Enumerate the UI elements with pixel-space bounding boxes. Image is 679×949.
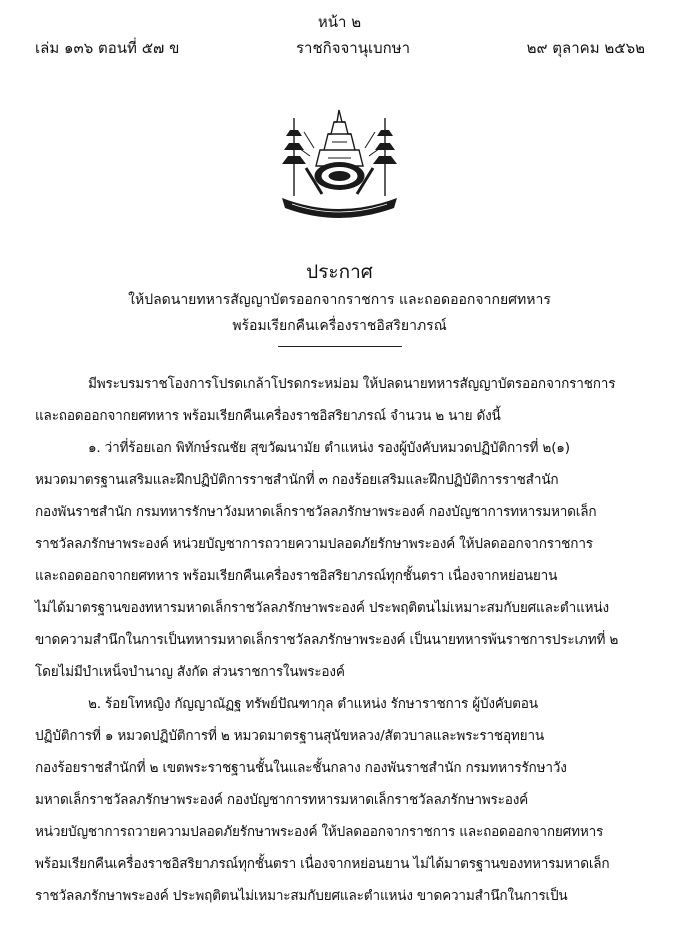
issue-date: ๒๙ ตุลาคม ๒๕๖๒ bbox=[526, 39, 645, 57]
body-line: ๑. ว่าที่ร้อยเอก พิทักษ์รณชัย สุขวัฒนามัย ตำแหน่ง รองผู้บังคับหมวดปฏิบัติการที่ ๒(๑) bbox=[88, 440, 570, 456]
body-line: ปฏิบัติการที่ ๑ หมวดปฏิบัติการที่ ๒ หมวดมาตรฐานสุนัขหลวง/สัตวบาลและพระราชอุทยาน bbox=[35, 728, 544, 744]
body-line: ราชวัลลภรักษาพระองค์ ประพฤติตนไม่เหมาะสมกับยศและตำแหน่ง ขาดความสำนึกในการเป็น bbox=[35, 888, 568, 904]
running-header bbox=[35, 36, 645, 60]
body-line: โดยไม่มีบำเหน็จบำนาญ สังกัด ส่วนราชการในพระองค์ bbox=[35, 664, 345, 680]
body-line: กองพันราชสำนัก กรมทหารรักษาวังมหาดเล็กราชวัลลภรักษาพระองค์ กองบัญชาการทหารมหาดเล็ก bbox=[35, 504, 597, 520]
title-divider bbox=[278, 346, 402, 347]
body-line: มีพระบรมราชโองการโปรดเกล้าโปรดกระหม่อม ให้ปลดนายทหารสัญญาบัตรออกจากราชการ bbox=[88, 376, 616, 392]
body-line: มหาดเล็กราชวัลลภรักษาพระองค์ กองบัญชาการทหารมหาดเล็กราชวัลลภรักษาพระองค์ bbox=[35, 792, 529, 808]
volume-info: เล่ม ๑๓๖ ตอนที่ ๕๗ ข bbox=[35, 39, 180, 57]
announcement-subtitle-line-1: ให้ปลดนายทหารสัญญาบัตรออกจากราชการ และถอดออกจากยศทหาร bbox=[128, 292, 551, 308]
body-line: และถอดออกจากยศทหาร พร้อมเรียกคืนเครื่องราชอิสริยาภรณ์ จำนวน ๒ นาย ดังนี้ bbox=[35, 408, 501, 424]
body-line: หน่วยบัญชาการถวายความปลอดภัยรักษาพระองค์ ให้ปลดออกจากราชการ และถอดออกจากยศทหาร bbox=[35, 824, 604, 840]
body-line: หมวดมาตรฐานเสริมและฝึกปฏิบัติการราชสำนักที่ ๓ กองร้อยเสริมและฝึกปฏิบัติการราชสำนัก bbox=[35, 472, 559, 488]
body-line: ๒. ร้อยโทหญิง กัญญาณัฏฐ ทรัพย์ปัณฑากุล ตำแหน่ง รักษาราชการ ผู้บังคับตอน bbox=[88, 696, 538, 712]
announcement-subtitle-line-2: พร้อมเรียกคืนเครื่องราชอิสริยาภรณ์ bbox=[232, 318, 447, 334]
body-line: ราชวัลลภรักษาพระองค์ หน่วยบัญชาการถวายความปลอดภัยรักษาพระองค์ ให้ปลดออกจากราชการ bbox=[35, 536, 593, 552]
body-line: พร้อมเรียกคืนเครื่องราชอิสริยาภรณ์ทุกชั้นตรา เนื่องจากหย่อนยาน ไม่ได้มาตรฐานของทหารมหาดเล็ก bbox=[35, 856, 610, 872]
body-line: และถอดออกจากยศทหาร พร้อมเรียกคืนเครื่องราชอิสริยาภรณ์ทุกชั้นตรา เนื่องจากหย่อนยาน bbox=[35, 568, 558, 584]
page-number: หน้า ๒ bbox=[317, 13, 362, 31]
body-line: กองร้อยราชสำนักที่ ๒ เขตพระราชฐานชั้นในและชั้นกลาง กองพันราชสำนัก กรมทหารรักษาวัง bbox=[35, 760, 567, 776]
royal-seal-icon bbox=[262, 108, 417, 223]
body-line: ไม่ได้มาตรฐานของทหารมหาดเล็กราชวัลลภรักษาพระองค์ ประพฤติตนไม่เหมาะสมกับยศและตำแหน่ง bbox=[35, 600, 609, 616]
announcement-title: ประกาศ bbox=[306, 261, 373, 283]
publication-name: ราชกิจจานุเบกษา bbox=[295, 39, 411, 57]
body-line: ขาดความสำนึกในการเป็นทหารมหาดเล็กราชวัลลภรักษาพระองค์ เป็นนายทหารพ้นราชการประเภทที่ ๒ bbox=[35, 632, 619, 648]
